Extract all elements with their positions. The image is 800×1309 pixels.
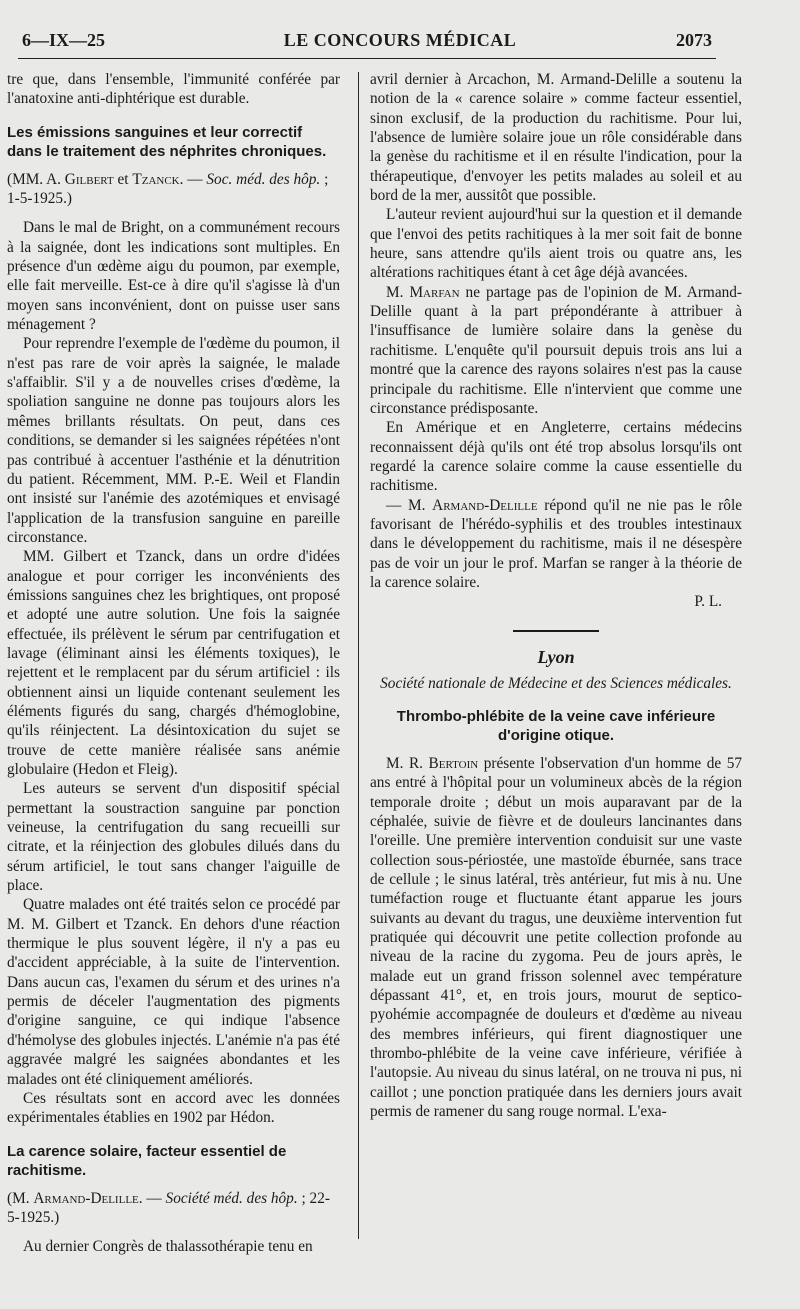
author-name: Bertoin [428,754,479,772]
author-name: Armand-Delille [432,496,538,514]
article-title-carence-solaire: La carence solaire, facteur essentiel de rachitisme. [7,1142,287,1180]
article-title-nephrites: Les émissions sanguines et leur correctif dans le traitement des néphrites chroniques. [7,123,327,161]
signature: P. L. [694,593,722,611]
ref-date: ; 22-5-1925.) [7,1189,330,1226]
header-rule [18,58,716,59]
body-paragraph [370,496,742,593]
column-divider [358,72,359,1239]
author-name: Tzanck [132,170,180,188]
body-paragraph: avril dernier à Arcachon, M. Armand-Delille a soutenu la notion de la « carence solaire » comme facteur essentiel, sinon exclusif, de la production du rachitisme. Pour lui, l'absence de lumière solaire joue un rôle considérable dans la genèse du rachitisme et il en résulte l'indication, pour la thérapeutique, d'envoyer les petits malades au soleil et au bord de la mer, aussitôt que possible. [370,71,742,205]
running-header [14,28,786,54]
section-divider [513,630,599,632]
body-paragraph: Quatre malades ont été traités selon ce procédé par M. M. Gilbert et Tzanck. En dehors d'une réaction thermique le plus souvent légère, il n'y a pas eu d'accident appréciable, à la suite de l'intervention. Dans aucun cas, l'examen du sérum et des urines n'a permis de déceler l'augmentation des pigments d'origine sanguine, ce qui indique l'absence d'hémolyse des globules injectés. L'anémie n'a pas été aggravée malgré les saignées abondantes et les malades ont été cliniquement améliorés. [7,896,340,1088]
paragraph-text: répond qu'il ne nie pas le rôle favorisant de l'hérédo-syphilis et des troubles intestinaux dans le développement du rachitisme, mais il ne désespère pas de voir un jour le prof. Marfan se ranger à la théorie de la carence solaire. [370,496,742,591]
intro-paragraph: tre que, dans l'ensemble, l'immunité conférée par l'anatoxine anti-diphtérique est durable. [7,71,340,108]
body-paragraph [370,754,742,1122]
article-reference-carence-solaire [7,1189,340,1228]
body-paragraph [370,283,742,418]
ref-dash: . — [138,1189,166,1207]
ref-dash: . — [179,170,207,188]
body-paragraph: MM. Gilbert et Tzanck, dans un ordre d'idées analogue et pour corriger les inconvénients des émissions sanguines chez les brightiques, ont proposé et adopté une autre solution. Une fois la saignée effectuée, ils prélèvent le sérum par centrifugation et lavage (éliminant ainsi les éléments toxiques), le rejettent et le remplacent par du sérum artificiel : ils obtiennent ainsi un liquide contenant seulement les éléments figurés du sang, chargés d'hémoglobine, qu'ils réinjectent. La désintoxication du sujet se trouve de cette manière réalisée sans anémie globulaire (Hedon et Fleig). [7,548,340,778]
issue-date: 6—IX—25 [22,30,106,50]
left-column [7,70,340,1257]
ref-date: ; 1-5-1925.) [7,170,329,208]
page-number: 2073 [676,30,712,50]
paragraph-lead: — M. [386,496,433,514]
body-paragraph: Ces résultats sont en accord avec les données expérimentales établies en 1902 par Hédon. [7,1089,340,1127]
paragraph-text: ne partage pas de l'opinion de M. Armand-Delille quant à la part prépondérante à attribuer à l'insuffisance de lumière solaire dans la genèse du rachitisme. L'enquête qu'il poursuit depuis trois ans lui a montré que la carence des rayons solaires n'est pas la cause principale du rachitisme. Elle n'intervient que comme une circonstance prédisposante. [370,283,742,417]
paragraph-lead: M. R. [386,754,429,772]
ref-open: (M. [7,1189,34,1207]
paragraph-lead: M. [386,283,410,301]
ref-conjunction: et [113,170,133,188]
body-paragraph: Pour reprendre l'exemple de l'œdème du poumon, il n'est pas rare de voir après la saignée, le malade s'affaiblir. S'il y a de nouvelles crises d'œdème, la spoliation sanguine ne donne pas toujours alors les mêmes brillants résultats. On peut, dans ces conditions, se demander si les saignées répétées n'ont pas contribué à accentuer l'asthénie et la dénutrition du patient. Récemment, MM. P.-E. Weil et Flandin ont insisté sur l'anémie des azotémiques et envisagé l'application de la transfusion sanguine en pareille circonstance. [7,335,340,546]
society-name: Société nationale de Médecine et des Sciences médicales. [380,674,732,692]
body-paragraph: En Amérique et en Angleterre, certains médecins reconnaissent déjà qu'ils ont été trop absolus lorsqu'ils ont regardé la carence solaire comme la cause essentielle du rachitisme. [370,419,742,495]
article-reference-nephrites [7,170,340,209]
author-name: Gilbert [64,170,114,188]
city-heading: Lyon [537,646,575,667]
paragraph-text: présente l'observation d'un homme de 57 ans entré à l'hôpital pour un volumineux abcès de la région temporale droite ; début un mois auparavant par de la céphalée, suivie de fièvre et de douleurs lancinantes dans l'oreille. Une première intervention conduisit sur une vaste collection sous-périostée, une mastoïde éburnée, sans trace de cellule ; le sinus latéral, très antérieur, fut mis à nu. Une tuméfaction rouge et fluctuante étant apparue les jours suivants au devant du tragus, une deuxième intervention fut pratiquée qui découvrit une petite collection profonde au niveau de la racine du zygoma. Peu de jours après, le malade eut un grand frisson solennel avec température dépassant 41°, et, en trois jours, mourut de septico-pyohémie accompagnée de douleurs et d'œdème au niveau des membres inférieurs, qui firent diagnostiquer une thrombo-phlébite de la veine cave inférieure, vérifiée à l'autopsie. Au niveau du sinus latéral, on ne trouva ni pus, ni caillot ; une ponction pratiquée dans les derniers jours avait permis de ramener du sang rouge normal. L'exa- [370,754,742,1121]
article-title-thrombo-phlebite: Thrombo-phlébite de la veine cave inférieure d'origine otique. [396,707,716,745]
source-journal: Société méd. des hôp. [165,1189,298,1207]
body-paragraph: Dans le mal de Bright, on a communément recours à la saignée, dont les indications sont multiples. En présence d'un œdème aigu du poumon, par exemple, elle fait merveille. Est-ce à dire qu'il s'agisse là d'un moyen sans inconvénient, dont on puisse user sans ménagement ? [7,219,340,334]
source-journal: Soc. méd. des hôp. [206,170,321,188]
body-paragraph: Au dernier Congrès de thalassothérapie tenu en [23,1238,313,1256]
author-name: Marfan [409,283,460,301]
body-paragraph: Les auteurs se servent d'un dispositif spécial permettant la soustraction sanguine par ponction veineuse, la centrifugation du sang recueilli sur citrate, et la réinjection des globules dilués dans du sérum artificiel, le tout sans changer l'aiguille de place. [7,780,340,895]
body-paragraph: L'auteur revient aujourd'hui sur la question et il demande que l'envoi des petits rachitiques à la mer soit fait de bonne heure, sans attendre qu'ils aient trois ou quatre ans, les altérations rachitiques étant à cet âge déjà avancées. [370,206,742,282]
author-name: Armand-Delille [33,1189,139,1207]
journal-title: LE CONCOURS MÉDICAL [283,30,517,50]
ref-open: (MM. A. [7,170,65,188]
right-column [370,70,742,1122]
